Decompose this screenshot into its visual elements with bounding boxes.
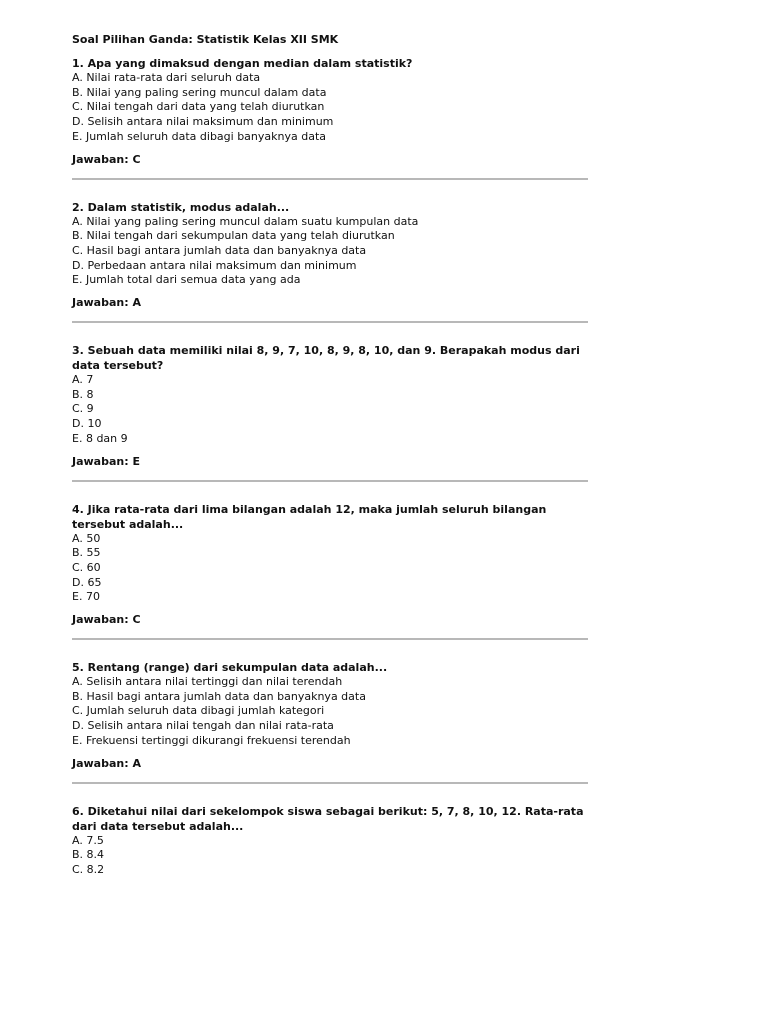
option-list — [72, 215, 588, 289]
option-item: E. Jumlah total dari semua data yang ada — [72, 273, 301, 287]
option-item: C. Hasil bagi antara jumlah data dan banyaknya data — [72, 243, 367, 257]
option-list — [72, 675, 588, 749]
option-list — [72, 373, 588, 447]
question-text: 3. Sebuah data memiliki nilai 8, 9, 7, 10, 8, 9, 8, 10, dan 9. Berapakah modus dari data tersebut? — [72, 344, 580, 373]
option-item: B. 8 — [72, 387, 94, 401]
option-item: C. 60 — [72, 560, 101, 574]
option-list — [72, 71, 588, 145]
question-text: 2. Dalam statistik, modus adalah... — [72, 200, 290, 214]
answer-key: Jawaban: C — [72, 152, 141, 166]
answer-key: Jawaban: C — [72, 613, 141, 627]
option-item: C. 8.2 — [72, 862, 105, 876]
question-block — [72, 502, 588, 641]
option-item: A. Selisih antara nilai tertinggi dan nilai terendah — [72, 675, 343, 689]
document-title: Soal Pilihan Ganda: Statistik Kelas XII SMK — [72, 33, 339, 46]
answer-key: Jawaban: A — [72, 296, 141, 310]
section-divider — [72, 782, 588, 784]
question-block — [72, 804, 588, 878]
option-list — [72, 834, 588, 878]
question-list — [72, 56, 588, 878]
section-divider — [72, 638, 588, 640]
option-item: A. 7.5 — [72, 833, 104, 847]
option-item: A. 7 — [72, 373, 94, 387]
option-item: B. 8.4 — [72, 848, 105, 862]
section-divider — [72, 178, 588, 180]
option-item: B. Nilai tengah dari sekumpulan data yang telah diurutkan — [72, 229, 395, 243]
option-item: E. 8 dan 9 — [72, 431, 128, 445]
option-item: C. Nilai tengah dari data yang telah diurutkan — [72, 100, 325, 114]
option-item: D. Perbedaan antara nilai maksimum dan minimum — [72, 258, 357, 272]
option-item: C. Jumlah seluruh data dibagi jumlah kategori — [72, 704, 325, 718]
question-text: 5. Rentang (range) dari sekumpulan data adalah... — [72, 661, 388, 675]
option-item: D. 65 — [72, 575, 102, 589]
question-block — [72, 343, 588, 482]
question-block — [72, 660, 588, 784]
question-block — [72, 56, 588, 180]
option-item: D. Selisih antara nilai maksimum dan minimum — [72, 115, 334, 129]
option-item: E. Frekuensi tertinggi dikurangi frekuensi terendah — [72, 733, 351, 747]
question-text: 1. Apa yang dimaksud dengan median dalam statistik? — [72, 57, 413, 70]
question-text: 6. Diketahui nilai dari sekelompok siswa sebagai berikut: 5, 7, 8, 10, 12. Rata-rata dari data tersebut adalah... — [72, 804, 584, 833]
option-item: A. Nilai rata-rata dari seluruh data — [72, 71, 261, 84]
section-divider — [72, 480, 588, 482]
option-item: B. Nilai yang paling sering muncul dalam data — [72, 85, 327, 99]
option-item: B. Hasil bagi antara jumlah data dan banyaknya data — [72, 689, 366, 703]
option-item: A. Nilai yang paling sering muncul dalam suatu kumpulan data — [72, 214, 419, 228]
option-item: C. 9 — [72, 402, 94, 416]
option-item: D. Selisih antara nilai tengah dan nilai rata-rata — [72, 719, 334, 733]
answer-key: Jawaban: E — [72, 454, 140, 468]
option-item: E. Jumlah seluruh data dibagi banyaknya data — [72, 129, 327, 143]
document-page — [72, 32, 588, 878]
question-text: 4. Jika rata-rata dari lima bilangan adalah 12, maka jumlah seluruh bilangan tersebut adalah... — [72, 502, 547, 531]
section-divider — [72, 321, 588, 323]
option-item: A. 50 — [72, 531, 101, 545]
answer-key: Jawaban: A — [72, 756, 141, 770]
question-block — [72, 200, 588, 324]
option-list — [72, 532, 588, 606]
option-item: B. 55 — [72, 546, 101, 560]
option-item: D. 10 — [72, 417, 102, 431]
option-item: E. 70 — [72, 590, 100, 604]
